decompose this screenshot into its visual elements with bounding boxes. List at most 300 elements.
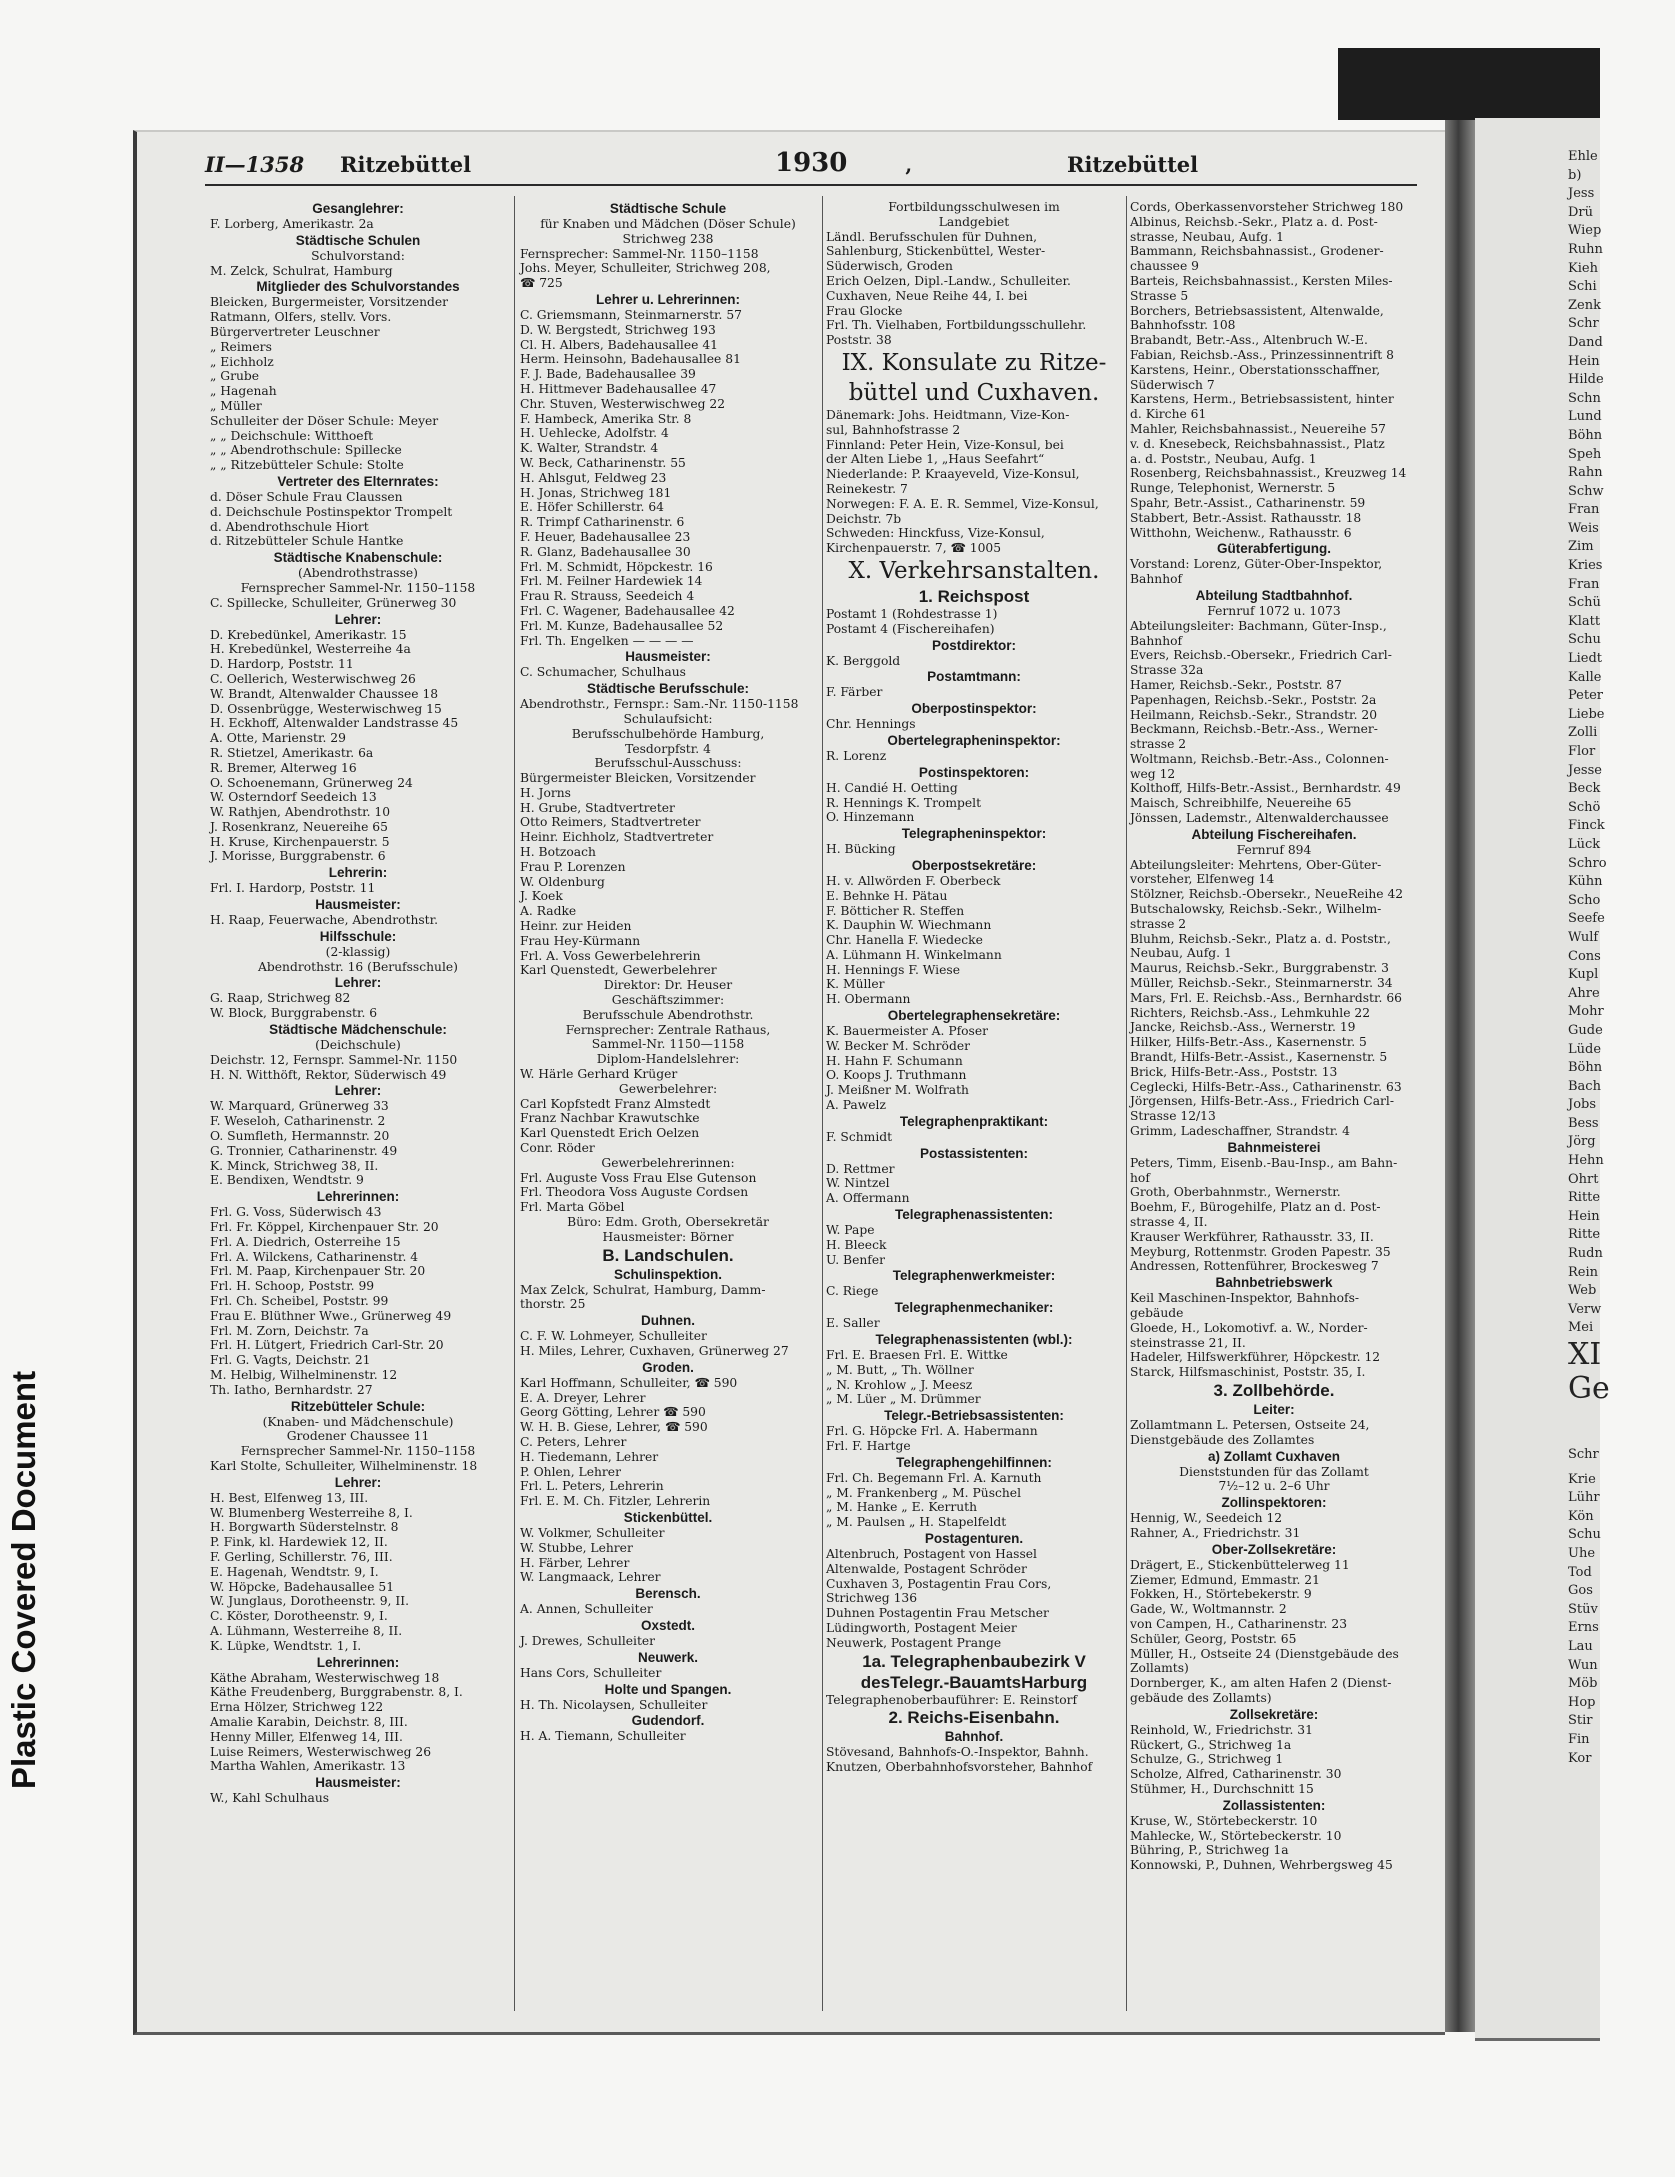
entry-line: W. Marquard, Grünerweg 33 (210, 1099, 389, 1114)
entry-line: Butschalowsky, Reichsb.-Sekr., Wilhelm- (1130, 902, 1382, 917)
header-rule (205, 184, 1417, 186)
section-heading: Bahnmeisterei (1227, 1139, 1321, 1155)
edge-text-fragment: Jess (1568, 186, 1595, 202)
edge-text-fragment: Schr (1568, 316, 1599, 332)
entry-line: Frau Glocke (826, 303, 903, 318)
centered-line: Berufsschulbehörde Hamburg, (571, 726, 765, 741)
entry-line: E. Höfer Schillerstr. 64 (520, 500, 664, 515)
entry-line: Bammann, Reichsbahnassist., Grodener- (1130, 244, 1384, 259)
entry-line: H. Krebedünkel, Westerreihe 4a (210, 642, 411, 657)
entry-line: Frl. G. Vagts, Deichstr. 21 (210, 1353, 371, 1368)
section-heading: Telegr.-Betriebsassistenten: (884, 1408, 1064, 1424)
entry-line: Conr. Röder (520, 1141, 595, 1156)
centered-line: Fernsprecher Sammel-Nr. 1150–1158 (240, 1444, 476, 1459)
edge-text-fragment: Liedt (1568, 651, 1603, 667)
entry-line: vorsteher, Elfenweg 14 (1130, 872, 1275, 887)
entry-line: Bleicken, Burgermeister, Vorsitzender (210, 295, 449, 310)
entry-line: Stölzner, Reichsb.-Obersekr., NeueReihe 42 (1130, 887, 1404, 902)
entry-line: Karstens, Herm., Betriebsassistent, hinter (1130, 392, 1394, 407)
edge-text-fragment: Gude (1568, 1022, 1603, 1038)
entry-line: O. Koops J. Truthmann (826, 1068, 967, 1083)
entry-line: Schüler, Georg, Poststr. 65 (1130, 1631, 1297, 1646)
entry-line: Neubau, Aufg. 1 (1130, 946, 1232, 961)
edge-text-fragment: Peter (1568, 688, 1603, 704)
entry-line: E. Bendixen, Wendtstr. 9 (210, 1173, 364, 1188)
entry-line: Müller, Reichsb.-Sekr., Steinmarnerstr. 34 (1130, 976, 1393, 991)
entry-line: Groth, Oberbahnmstr., Wernerstr. (1130, 1185, 1341, 1200)
edge-text-fragment: Ritte (1568, 1227, 1601, 1243)
entry-line: hof (1130, 1170, 1150, 1185)
edge-text-fragment: Lund (1568, 409, 1602, 425)
entry-line: gebäude (1130, 1305, 1184, 1320)
entry-line: Drägert, E., Stickenbüttelerweg 11 (1130, 1557, 1350, 1572)
page-header (205, 148, 1415, 180)
entry-line: C. Peters, Lehrer (520, 1434, 627, 1449)
entry-line: H. A. Tiemann, Schulleiter (520, 1729, 686, 1744)
entry-line: Frl. M. Paap, Kirchenpauer Str. 20 (210, 1264, 426, 1279)
entry-line: d. Döser Schule Frau Claussen (210, 489, 403, 504)
edge-text-fragment: Mei (1568, 1320, 1594, 1336)
section-heading: Lehrerinnen: (316, 1189, 400, 1205)
entry-line: O. Sumfleth, Hermannstr. 20 (210, 1129, 390, 1144)
entry-line: A. Radke (520, 904, 577, 919)
chapter-heading: X. Verkehrsanstalten. (848, 557, 1100, 584)
column-1 (210, 200, 506, 2020)
entry-line: Hamer, Reichsb.-Sekr., Poststr. 87 (1130, 677, 1342, 692)
centered-line: Abendrothstr. 16 (Berufsschule) (258, 959, 458, 974)
centered-line: Fortbildungsschulwesen im (888, 200, 1060, 214)
entry-line: ☎ 725 (520, 276, 563, 291)
entry-line: W. Oldenburg (520, 874, 605, 889)
entry-line: Schulze, G., Strichweg 1 (1130, 1752, 1284, 1767)
entry-line: G. Tronnier, Catharinenstr. 49 (210, 1143, 398, 1158)
entry-line: Süderwisch 7 (1130, 377, 1215, 392)
entry-line: Starck, Hilfsmaschinist, Poststr. 35, I. (1130, 1365, 1366, 1380)
entry-line: Bluhm, Reichsb.-Sekr., Platz a. d. Poststr., (1130, 931, 1391, 946)
entry-line: Brandt, Hilfs-Betr.-Assist., Kasernenstr. 5 (1130, 1050, 1388, 1065)
entry-line: H. Jonas, Strichweg 181 (520, 485, 672, 500)
entry-line: Karl Hoffmann, Schulleiter, ☎ 590 (520, 1375, 738, 1390)
edge-text-fragment: Krie (1568, 1471, 1596, 1487)
entry-line: Peters, Timm, Eisenb.-Bau-Insp., am Bahn- (1130, 1155, 1398, 1170)
edge-text-fragment: Schn (1568, 390, 1601, 406)
entry-line: „ M. Frankenberg „ M. Püschel (826, 1485, 1022, 1500)
entry-line: W. Pape (826, 1223, 875, 1238)
edge-text-fragment: Dand (1568, 334, 1603, 350)
entry-line: Gade, W., Woltmannstr. 2 (1130, 1602, 1287, 1617)
edge-text-fragment: Böhn (1568, 427, 1603, 443)
column-divider (822, 196, 823, 2011)
section-heading: Telegraphenassistenten (wbl.): (875, 1332, 1073, 1348)
entry-line: H. Grube, Stadtvertreter (520, 800, 675, 815)
entry-line: Hennig, W., Seedeich 12 (1130, 1511, 1283, 1526)
entry-line: E. A. Dreyer, Lehrer (520, 1390, 646, 1405)
entry-line: Frau P. Lorenzen (520, 859, 626, 874)
entry-line: a. d. Poststr., Neubau, Aufg. 1 (1130, 451, 1317, 466)
entry-line: strasse 4, II. (1130, 1215, 1208, 1229)
edge-text-fragment: Jesse (1568, 762, 1602, 778)
entry-line: W. H. B. Giese, Lehrer, ☎ 590 (520, 1420, 708, 1435)
edge-text-fragment: Seefe (1568, 911, 1605, 927)
entry-line: Franz Nachbar Krawutschke (520, 1111, 700, 1126)
section-heading: Telegraphenmechaniker: (894, 1300, 1054, 1316)
entry-line: H. Borgwarth Süderstelnstr. 8 (210, 1520, 399, 1535)
entry-line: Chr. Hennings (826, 717, 916, 732)
entry-line: K. Bauermeister A. Pfoser (826, 1024, 989, 1039)
edge-text-fragment: Kries (1568, 558, 1603, 574)
entry-line: W. Brandt, Altenwalder Chaussee 18 (210, 686, 439, 701)
section-heading: Holte und Spangen. (604, 1681, 732, 1697)
edge-text-fragment: Tod (1568, 1564, 1592, 1580)
entry-line: „ M. Paulsen „ H. Stapelfeldt (826, 1515, 1007, 1530)
entry-line: Zollamtmann L. Petersen, Ostseite 24, (1130, 1417, 1370, 1432)
section-heading: Hausmeister: (625, 649, 711, 665)
entry-line: H. Miles, Lehrer, Cuxhaven, Grünerweg 27 (520, 1343, 789, 1358)
centered-line: Schulvorstand: (311, 248, 405, 263)
entry-line: Papenhagen, Reichsb.-Sekr., Poststr. 2a (1130, 692, 1377, 707)
entry-line: Amalie Karabin, Deichstr. 8, III. (210, 1714, 408, 1729)
entry-line: Rückert, G., Strichweg 1a (1130, 1737, 1292, 1752)
entry-line: Albinus, Reichsb.-Sekr., Platz a. d. Post- (1130, 214, 1378, 229)
entry-line: Stabbert, Betr.-Assist. Rathausstr. 18 (1130, 510, 1362, 525)
edge-text-fragment: Schr (1568, 1447, 1599, 1462)
entry-line: Witthohn, Weichenw., Rathausstr. 6 (1130, 525, 1352, 540)
chapter-heading: IX. Konsulate zu Ritze- (841, 349, 1107, 376)
edge-text-fragment: Fran (1568, 576, 1600, 592)
entry-line: Brabandt, Betr.-Ass., Altenbruch W.-E. (1130, 333, 1368, 348)
entry-line: „ M. Butt, „ Th. Wöllner (826, 1362, 974, 1377)
edge-text-fragment: Scho (1568, 892, 1601, 908)
entry-line: Mahler, Reichsbahnassist., Neuereihe 57 (1130, 421, 1386, 436)
section-heading: Schulinspektion. (613, 1266, 722, 1282)
entry-line: Erna Hölzer, Strichweg 122 (210, 1700, 384, 1715)
edge-text-fragment: Finck (1568, 818, 1605, 834)
entry-line: Fabian, Reichsb.-Ass., Prinzessinnentrift 8 (1130, 347, 1394, 362)
entry-line: W. Härle Gerhard Krüger (520, 1067, 678, 1082)
section-heading: Lehrer: (334, 1083, 382, 1099)
centered-line: Berufsschul-Ausschuss: (594, 756, 742, 771)
entry-line: Mars, Frl. E. Reichsb.-Ass., Bernhardstr. 66 (1130, 990, 1402, 1005)
section-heading: Lehrer: (334, 611, 382, 627)
entry-line: Reinekestr. 7 (826, 481, 908, 496)
section-heading: Städtische Berufsschule: (586, 681, 750, 697)
section-heading: Oxstedt. (640, 1617, 695, 1633)
entry-line: F. Schmidt (826, 1129, 893, 1144)
centered-line: Berufsschule Abendrothstr. (582, 1007, 754, 1022)
edge-text-fragment: Fran (1568, 502, 1600, 518)
edge-text-fragment: Böhn (1568, 1060, 1603, 1076)
entry-line: Krauser Werkführer, Rathausstr. 33, II. (1130, 1229, 1374, 1244)
section-heading: Zollinspektoren: (1221, 1495, 1327, 1511)
section-heading: Abteilung Stadtbahnhof. (1195, 587, 1353, 603)
centered-line: Fernsprecher Sammel-Nr. 1150–1158 (240, 580, 476, 595)
entry-line: H. Eckhoff, Altenwalder Landstrasse 45 (210, 716, 459, 731)
entry-line: E. Behnke H. Pätau (826, 888, 948, 903)
entry-line: W. Höpcke, Badehausallee 51 (210, 1579, 395, 1594)
entry-line: H. Raap, Feuerwache, Abendrothstr. (210, 913, 439, 928)
entry-line: Chr. Stuven, Westerwischweg 22 (520, 396, 726, 411)
section-heading: Leiter: (1253, 1401, 1295, 1417)
entry-line: Borchers, Betriebsassistent, Altenwalde, (1130, 303, 1384, 318)
entry-line: Frl. E. M. Ch. Fitzler, Lehrerin (520, 1494, 711, 1509)
section-heading: Telegrapheninspektor: (901, 826, 1047, 842)
entry-line: Cuxhaven 3, Postagentin Frau Cors, (826, 1576, 1052, 1591)
entry-line: Frl. Auguste Voss Frau Else Gutenson (520, 1170, 757, 1185)
entry-line: Heinr. zur Heiden (520, 919, 632, 934)
header-right-title: Ritzebüttel (1067, 152, 1199, 177)
entry-line: Altenwalde, Postagent Schröder (826, 1561, 1027, 1576)
entry-line: chaussee 9 (1130, 259, 1199, 274)
edge-text-fragment: Wiep (1568, 223, 1602, 239)
entry-line: Evers, Reichsb.-Obersekr., Friedrich Carl- (1130, 648, 1392, 663)
entry-line: Süderwisch, Groden (826, 259, 953, 274)
entry-line: Frl. Th. Vielhaben, Fortbildungsschullehr. (826, 318, 1087, 333)
edge-text-fragment: Beck (1568, 781, 1601, 797)
entry-line: „ Hagenah (210, 384, 277, 399)
entry-line: Lüdingworth, Postagent Meier (826, 1620, 1017, 1635)
entry-line: W. Becker M. Schröder (826, 1038, 970, 1053)
entry-line: Strasse 32a (1130, 663, 1204, 678)
entry-line: Frl. H. Lütgert, Friedrich Carl-Str. 20 (210, 1338, 444, 1353)
edge-text-fragment: Schro (1568, 855, 1607, 871)
centered-line: Tesdorpfstr. 4 (625, 741, 711, 756)
entry-line: Dänemark: Johs. Heidtmann, Vize-Kon- (826, 407, 1070, 422)
entry-line: Frl. Ch. Begemann Frl. A. Karnuth (826, 1470, 1042, 1485)
entry-line: Frl. G. Höpcke Frl. A. Habermann (826, 1424, 1038, 1439)
entry-line: strasse 2 (1130, 737, 1187, 752)
scan-dark-corner (1338, 48, 1600, 120)
entry-line: Woltmann, Reichsb.-Betr.-Ass., Colonnen- (1130, 751, 1389, 766)
page-number: II—1358 (205, 152, 305, 177)
entry-line: A. Pawelz (826, 1098, 886, 1113)
entry-line: Keil Maschinen-Inspektor, Bahnhofs- (1130, 1291, 1360, 1306)
entry-line: Strasse 5 (1130, 288, 1189, 303)
entry-line: C. Riege (826, 1284, 879, 1299)
entry-line: Frl. I. Hardorp, Poststr. 11 (210, 881, 376, 896)
section-heading: Telegraphengehilfinnen: (896, 1454, 1052, 1470)
entry-line: Ratmann, Olfers, stellv. Vors. (210, 310, 392, 325)
column-2 (520, 200, 816, 2020)
centered-line: Gewerbelehrerinnen: (601, 1155, 735, 1170)
section-heading: Mitglieder des Schulvorstandes (256, 279, 460, 295)
entry-line: R. Stietzel, Amerikastr. 6a (210, 745, 374, 760)
entry-line: F. Weseloh, Catharinenstr. 2 (210, 1114, 386, 1129)
edge-text-fragment: Drü (1568, 204, 1594, 220)
entry-line: F. Lorberg, Amerikastr. 2a (210, 217, 374, 231)
section-heading: Gesanglehrer: (312, 201, 404, 216)
entry-line: Spahr, Betr.-Assist., Catharinenstr. 59 (1130, 495, 1366, 510)
entry-line: Th. Iatho, Bernhardstr. 27 (210, 1382, 373, 1397)
section-heading: Vertreter des Elternrates: (277, 473, 439, 489)
entry-line: Finnland: Peter Hein, Vize-Konsul, bei (826, 437, 1064, 452)
edge-text-fragment: Web (1568, 1283, 1597, 1299)
entry-line: Herm. Heinsohn, Badehausallee 81 (520, 352, 741, 367)
entry-line: K. Minck, Strichweg 38, II. (210, 1158, 379, 1173)
section-heading: Lehrerinnen: (316, 1654, 400, 1670)
edge-text-fragment: Ehle (1568, 149, 1598, 164)
entry-line: Ziemer, Edmund, Emmastr. 21 (1130, 1572, 1320, 1587)
column-divider (1126, 196, 1127, 2011)
entry-line: H. Hahn F. Schumann (826, 1053, 963, 1068)
edge-text-fragment: Bess (1568, 1115, 1599, 1131)
section-heading: Städtische Mädchenschule: (269, 1022, 447, 1038)
entry-line: F. Heuer, Badehausallee 23 (520, 529, 691, 544)
entry-line: H. Bücking (826, 842, 896, 857)
side-label: Plastic Covered Document (5, 1370, 42, 1790)
entry-line: Abteilungsleiter: Mehrtens, Ober-Güter- (1130, 857, 1382, 872)
edge-text-fragment: Schi (1568, 279, 1597, 295)
entry-line: d. Kirche 61 (1130, 407, 1207, 422)
section-heading: Postinspektoren: (918, 764, 1030, 780)
entry-line: Bahnhof (1130, 572, 1183, 587)
entry-line: Frl. F. Hartge (826, 1439, 911, 1454)
entry-line: Maisch, Schreibhilfe, Neuereihe 65 (1130, 796, 1352, 811)
entry-line: Frl. G. Voss, Süderwisch 43 (210, 1205, 382, 1220)
entry-line: Brick, Hilfs-Betr.-Ass., Poststr. 13 (1130, 1064, 1338, 1079)
entry-line: Scholze, Alfred, Catharinenstr. 30 (1130, 1767, 1342, 1782)
entry-line: Cl. H. Albers, Badehausallee 41 (520, 337, 718, 352)
entry-line: H. Färber, Lehrer (520, 1555, 630, 1570)
section-heading: Hausmeister: (315, 897, 401, 913)
entry-line: F. Hambeck, Amerika Str. 8 (520, 411, 692, 426)
edge-heading-fragment: Ge (1568, 1371, 1610, 1406)
edge-text-fragment: Wun (1568, 1657, 1598, 1673)
edge-text-fragment: Uhe (1568, 1545, 1596, 1561)
edge-text-fragment: Erns (1568, 1620, 1599, 1636)
entry-line: Hilker, Hilfs-Betr.-Ass., Kasernenstr. 5 (1130, 1035, 1367, 1050)
entry-line: „ Grube (210, 369, 260, 384)
entry-line: C. Oellerich, Westerwischweg 26 (210, 671, 416, 686)
entry-line: J. Meißner M. Wolfrath (826, 1083, 969, 1098)
section-heading: Bahnhof. (944, 1729, 1004, 1745)
entry-line: Erich Oelzen, Dipl.-Landw., Schulleiter. (826, 273, 1071, 288)
entry-line: Karl Quenstedt, Gewerbelehrer (520, 963, 717, 978)
entry-line: Grimm, Ladeschaffner, Strandstr. 4 (1130, 1124, 1350, 1139)
section-heading: Stickenbüttel. (623, 1509, 713, 1525)
entry-line: „ M. Lüer „ M. Drümmer (826, 1392, 981, 1407)
entry-line: Reinhold, W., Friedrichstr. 31 (1130, 1722, 1313, 1737)
edge-text-fragment: Cons (1568, 948, 1601, 964)
entry-line: J. Morisse, Burggrabenstr. 6 (210, 849, 386, 864)
edge-heading-fragment: XI (1568, 1337, 1602, 1372)
edge-text-fragment: Jobs (1568, 1097, 1597, 1113)
entry-line: R. Trimpf Catharinenstr. 6 (520, 515, 685, 530)
entry-line: H. v. Allwörden F. Oberbeck (826, 873, 1001, 888)
entry-line: Dornberger, K., am alten Hafen 2 (Dienst- (1130, 1676, 1392, 1691)
edge-text-fragment: Zenk (1568, 297, 1601, 313)
edge-text-fragment: Schu (1568, 1527, 1601, 1543)
entry-line: Otto Reimers, Stadtvertreter (520, 815, 701, 830)
entry-line: H. Ahlsgut, Feldweg 23 (520, 470, 667, 485)
entry-line: D. W. Bergstedt, Strichweg 193 (520, 322, 716, 337)
entry-line: H. Th. Nicolaysen, Schulleiter (520, 1697, 708, 1712)
entry-line: Postamt 1 (Rohdestrasse 1) (826, 606, 998, 621)
entry-line: H. Hennings F. Wiese (826, 962, 960, 977)
entry-line: Heilmann, Reichsb.-Sekr., Strandstr. 20 (1130, 707, 1378, 722)
section-heading: Abteilung Fischereihafen. (1191, 826, 1357, 842)
entry-line: Barteis, Reichsbahnassist., Kersten Miles- (1130, 273, 1393, 288)
entry-line: Bahnhofsstr. 108 (1130, 318, 1236, 333)
edge-text-fragment: Stüv (1568, 1601, 1598, 1617)
column-divider (514, 196, 515, 2011)
entry-line: H. Bleeck (826, 1237, 887, 1252)
entry-line: W. Blumenberg Westerreihe 8, I. (210, 1505, 413, 1520)
section-heading: Neuwerk. (637, 1649, 699, 1665)
entry-line: C. Köster, Dorotheenstr. 9, I. (210, 1609, 388, 1624)
entry-line: Frl. A. Wilckens, Catharinenstr. 4 (210, 1249, 419, 1264)
edge-text-fragment: Kalle (1568, 669, 1602, 685)
entry-line: Frl. Marta Göbel (520, 1200, 625, 1215)
entry-line: H. Botzoach (520, 845, 596, 860)
entry-line: Martha Wahlen, Amerikastr. 13 (210, 1759, 406, 1774)
entry-line: Max Zelck, Schulrat, Hamburg, Damm- (520, 1282, 766, 1297)
entry-line: W. Beck, Catharinenstr. 55 (520, 455, 686, 470)
entry-line: W. Volkmer, Schulleiter (520, 1525, 665, 1540)
entry-line: Deichstr. 12, Fernspr. Sammel-Nr. 1150 (210, 1052, 458, 1067)
centered-line: Fernruf 894 (1236, 842, 1312, 857)
entry-line: Strichweg 136 (826, 1591, 918, 1606)
subchapter-heading: 3. Zollbehörde. (1213, 1380, 1335, 1400)
entry-line: Schulleiter der Döser Schule: Meyer (210, 413, 439, 428)
section-heading: Oberpostsekretäre: (911, 857, 1037, 873)
entry-line: Schweden: Hinckfuss, Vize-Konsul, (826, 526, 1045, 541)
entry-line: d. Ritzebütteler Schule Hantke (210, 534, 404, 549)
entry-line: R. Glanz, Badehausallee 30 (520, 544, 691, 559)
entry-line: Norwegen: F. A. E. R. Semmel, Vize-Konsul, (826, 496, 1099, 511)
edge-text-fragment: Fin (1568, 1731, 1590, 1747)
entry-line: Fokken, H., Störtebekerstr. 9 (1130, 1587, 1312, 1602)
column-3 (826, 200, 1122, 2020)
edge-text-fragment: Kupl (1568, 967, 1599, 983)
centered-line: Fernsprecher: Zentrale Rathaus, (565, 1022, 771, 1037)
entry-line: „ „ Ritzebütteler Schule: Stolte (210, 458, 404, 473)
entry-line: D. Krebedünkel, Amerikastr. 15 (210, 627, 407, 642)
section-heading: Postagenturen. (924, 1531, 1024, 1546)
entry-line: O. Hinzemann (826, 810, 915, 825)
edge-text-fragment: Schü (1568, 595, 1601, 611)
entry-line: Cuxhaven, Neue Reihe 44, I. bei (826, 288, 1028, 303)
edge-text-fragment: Wulf (1568, 929, 1599, 945)
entry-line: Bahnhof (1130, 633, 1183, 648)
entry-line: Kirchenpauerstr. 7, ☎ 1005 (826, 541, 1002, 556)
edge-text-fragment: Hein (1568, 1208, 1600, 1224)
entry-line: W. Stubbe, Lehrer (520, 1540, 633, 1555)
edge-text-fragment: Möb (1568, 1676, 1598, 1692)
entry-line: Frl. M. Schmidt, Höpckestr. 16 (520, 559, 713, 574)
entry-line: steinstrasse 21, II. (1130, 1335, 1246, 1350)
entry-line: Strasse 12/13 (1130, 1109, 1216, 1124)
entry-line: Frau Hey-Kürmann (520, 933, 641, 948)
entry-line: Poststr. 38 (826, 333, 892, 348)
section-heading: Hilfsschule: (319, 928, 397, 944)
centered-line: (Deichschule) (315, 1038, 401, 1053)
entry-line: Maurus, Reichsb.-Sekr., Burggrabenstr. 3 (1130, 961, 1389, 976)
section-heading: Zollsekretäre: (1229, 1706, 1319, 1722)
section-heading: Postdirektor: (931, 637, 1016, 653)
edge-text-fragment: Ohrt (1568, 1171, 1599, 1187)
edge-text-fragment: Lüde (1568, 1041, 1602, 1057)
edge-text-fragment: Jörg (1568, 1134, 1596, 1150)
entry-line: Frl. M. Zorn, Deichstr. 7a (210, 1323, 369, 1338)
entry-line: G. Raap, Strichweg 82 (210, 991, 351, 1006)
centered-line: Grodener Chaussee 11 (286, 1429, 430, 1444)
entry-line: R. Bremer, Alterweg 16 (210, 760, 357, 775)
edge-text-fragment: Hilde (1568, 372, 1604, 388)
entry-line: Carl Kopfstedt Franz Almstedt (520, 1096, 711, 1111)
edge-text-fragment: Rudn (1568, 1246, 1603, 1262)
entry-line: A. Otte, Marienstr. 29 (210, 731, 346, 746)
entry-line: Rosenberg, Reichsbahnassist., Kreuzweg 14 (1130, 466, 1407, 481)
